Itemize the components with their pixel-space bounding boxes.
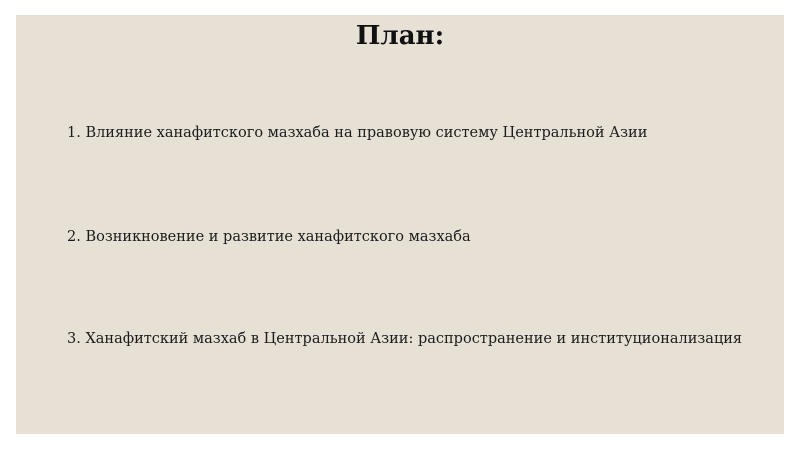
plan-item-1: 1. Влияние ханафитского мазхаба на правовую систему Центральной Азии bbox=[67, 125, 648, 141]
plan-item-3: 3. Ханафитский мазхаб в Центральной Азии: распространение и институционализация bbox=[67, 331, 743, 347]
slide bbox=[16, 15, 784, 434]
plan-item-2: 2. Возникновение и развитие ханафитского мазхаба bbox=[67, 229, 471, 245]
slide-title: План: bbox=[355, 21, 445, 51]
